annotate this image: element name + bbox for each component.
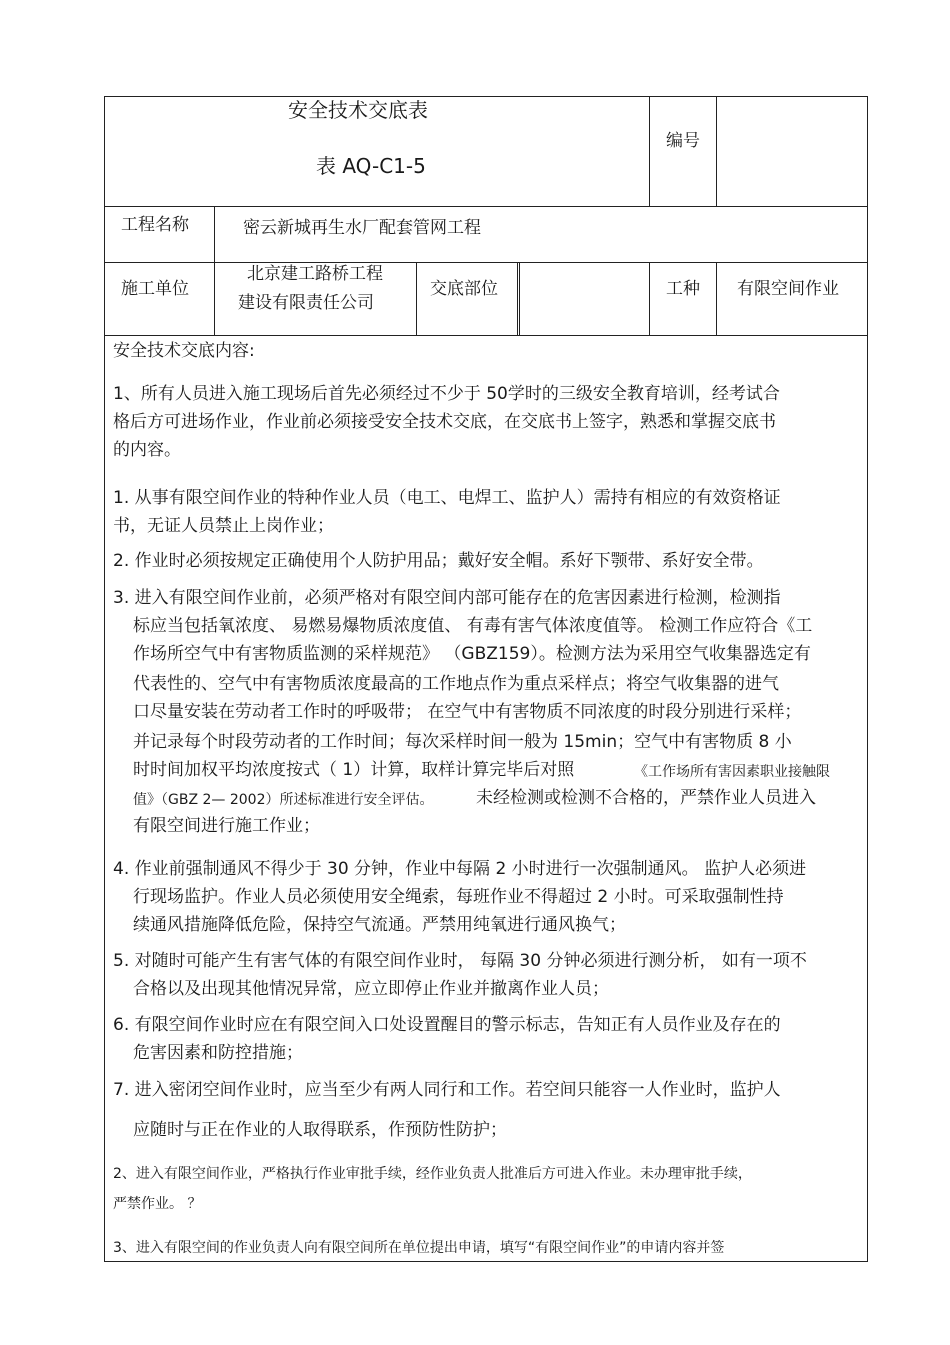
content-line: 未经检测或检测不合格的，严禁作业人员进入	[476, 788, 816, 808]
number-label: 编号	[666, 131, 700, 151]
content-line: 严禁作业。 ？	[113, 1196, 202, 1212]
row-divider	[104, 335, 868, 336]
content-line: 代表性的、空气中有害物质浓度最高的工作地点作为重点采样点；将空气收集器的进气	[133, 674, 779, 694]
briefing-location-label: 交底部位	[430, 279, 498, 299]
construction-unit-value: 建设有限责任公司	[238, 293, 374, 313]
content-line: 时时间加权平均浓度按式（ 1）计算，取样计算完毕后对照	[133, 760, 575, 780]
content-line: 3、进入有限空间的作业负责人向有限空间所在单位提出申请，填写“有限空间作业”的申请内容并签	[113, 1240, 725, 1256]
content-line: 口尽量安装在劳动者工作时的呼吸带； 在空气中有害物质不同浓度的时段分别进行采样；	[133, 702, 802, 722]
content-line: 4. 作业前强制通风不得少于 30 分钟，作业中每隔 2 小时进行一次强制通风。 监护人必须进	[113, 859, 807, 879]
content-line: 作场所空气中有害物质监测的采样规范》 （GBZ159）。检测方法为采用空气收集器选定有	[133, 644, 811, 664]
content-line: 值》（GBZ 2— 2002）所述标准进行安全评估。	[133, 792, 434, 808]
project-name-label: 工程名称	[121, 215, 189, 235]
content-line: 应随时与正在作业的人取得联系，作预防性防护；	[133, 1120, 507, 1140]
content-line: 2、进入有限空间作业，严格执行作业审批手续，经作业负责人批准后方可进入作业。未办理审批手续，	[113, 1166, 752, 1182]
content-line: 危害因素和防控措施；	[133, 1043, 303, 1063]
form-title: 安全技术交底表	[288, 98, 428, 122]
column-divider	[214, 206, 215, 335]
content-line: 1、所有人员进入施工现场后首先必须经过不少于 50学时的三级安全教育培训，经考试合	[113, 384, 780, 404]
construction-unit-label: 施工单位	[121, 279, 189, 299]
content-line: 续通风措施降低危险，保持空气流通。严禁用纯氧进行通风换气；	[133, 915, 626, 935]
trade-value: 有限空间作业	[737, 279, 839, 299]
content-line: 并记录每个时段劳动者的工作时间；每次采样时间一般为 15min；空气中有害物质 8 小	[133, 732, 792, 752]
content-line: 3. 进入有限空间作业前，必须严格对有限空间内部可能存在的危害因素进行检测，检测指	[113, 588, 781, 608]
row-divider	[104, 206, 868, 207]
project-name-value: 密云新城再生水厂配套管网工程	[243, 218, 481, 238]
content-line: 格后方可进场作业，作业前必须接受安全技术交底，在交底书上签字，熟悉和掌握交底书	[113, 412, 776, 432]
content-line: 标应当包括氧浓度、 易燃易爆物质浓度值、 有毒有害气体浓度值等。 检测工作应符合《工	[133, 616, 813, 636]
content-line: 的内容。	[113, 440, 181, 460]
column-divider	[519, 262, 520, 335]
column-divider	[517, 262, 518, 335]
column-divider	[716, 262, 717, 335]
content-line: 2. 作业时必须按规定正确使用个人防护用品；戴好安全帽。系好下颚带、系好安全带。	[113, 551, 764, 571]
content-line: 7. 进入密闭空间作业时，应当至少有两人同行和工作。若空间只能容一人作业时，监护人	[113, 1080, 781, 1100]
content-line: 6. 有限空间作业时应在有限空间入口处设置醒目的警示标志，告知正有人员作业及存在的	[113, 1015, 781, 1035]
content-heading: 安全技术交底内容:	[113, 341, 255, 361]
content-line: 行现场监护。作业人员必须使用安全绳索，每班作业不得超过 2 小时。可采取强制性持	[133, 887, 784, 907]
column-divider	[716, 96, 717, 206]
row-divider	[104, 262, 868, 263]
form-code: 表 AQ-C1-5	[316, 154, 426, 178]
construction-unit-value: 北京建工路桥工程	[247, 264, 383, 284]
column-divider	[416, 262, 417, 335]
content-line: 有限空间进行施工作业；	[133, 816, 320, 836]
content-line: 合格以及出现其他情况异常，应立即停止作业并撤离作业人员；	[133, 979, 609, 999]
content-line: 1. 从事有限空间作业的特种作业人员（电工、电焊工、监护人）需持有相应的有效资格证	[113, 488, 781, 508]
column-divider	[649, 96, 650, 206]
content-line: 5. 对随时可能产生有害气体的有限空间作业时， 每隔 30 分钟必须进行测分析， 如有一项不	[113, 951, 807, 971]
content-line: 《工作场所有害因素职业接触限	[634, 764, 830, 780]
content-line: 书，无证人员禁止上岗作业；	[113, 516, 334, 536]
column-divider	[649, 262, 650, 335]
trade-label: 工种	[666, 279, 700, 299]
